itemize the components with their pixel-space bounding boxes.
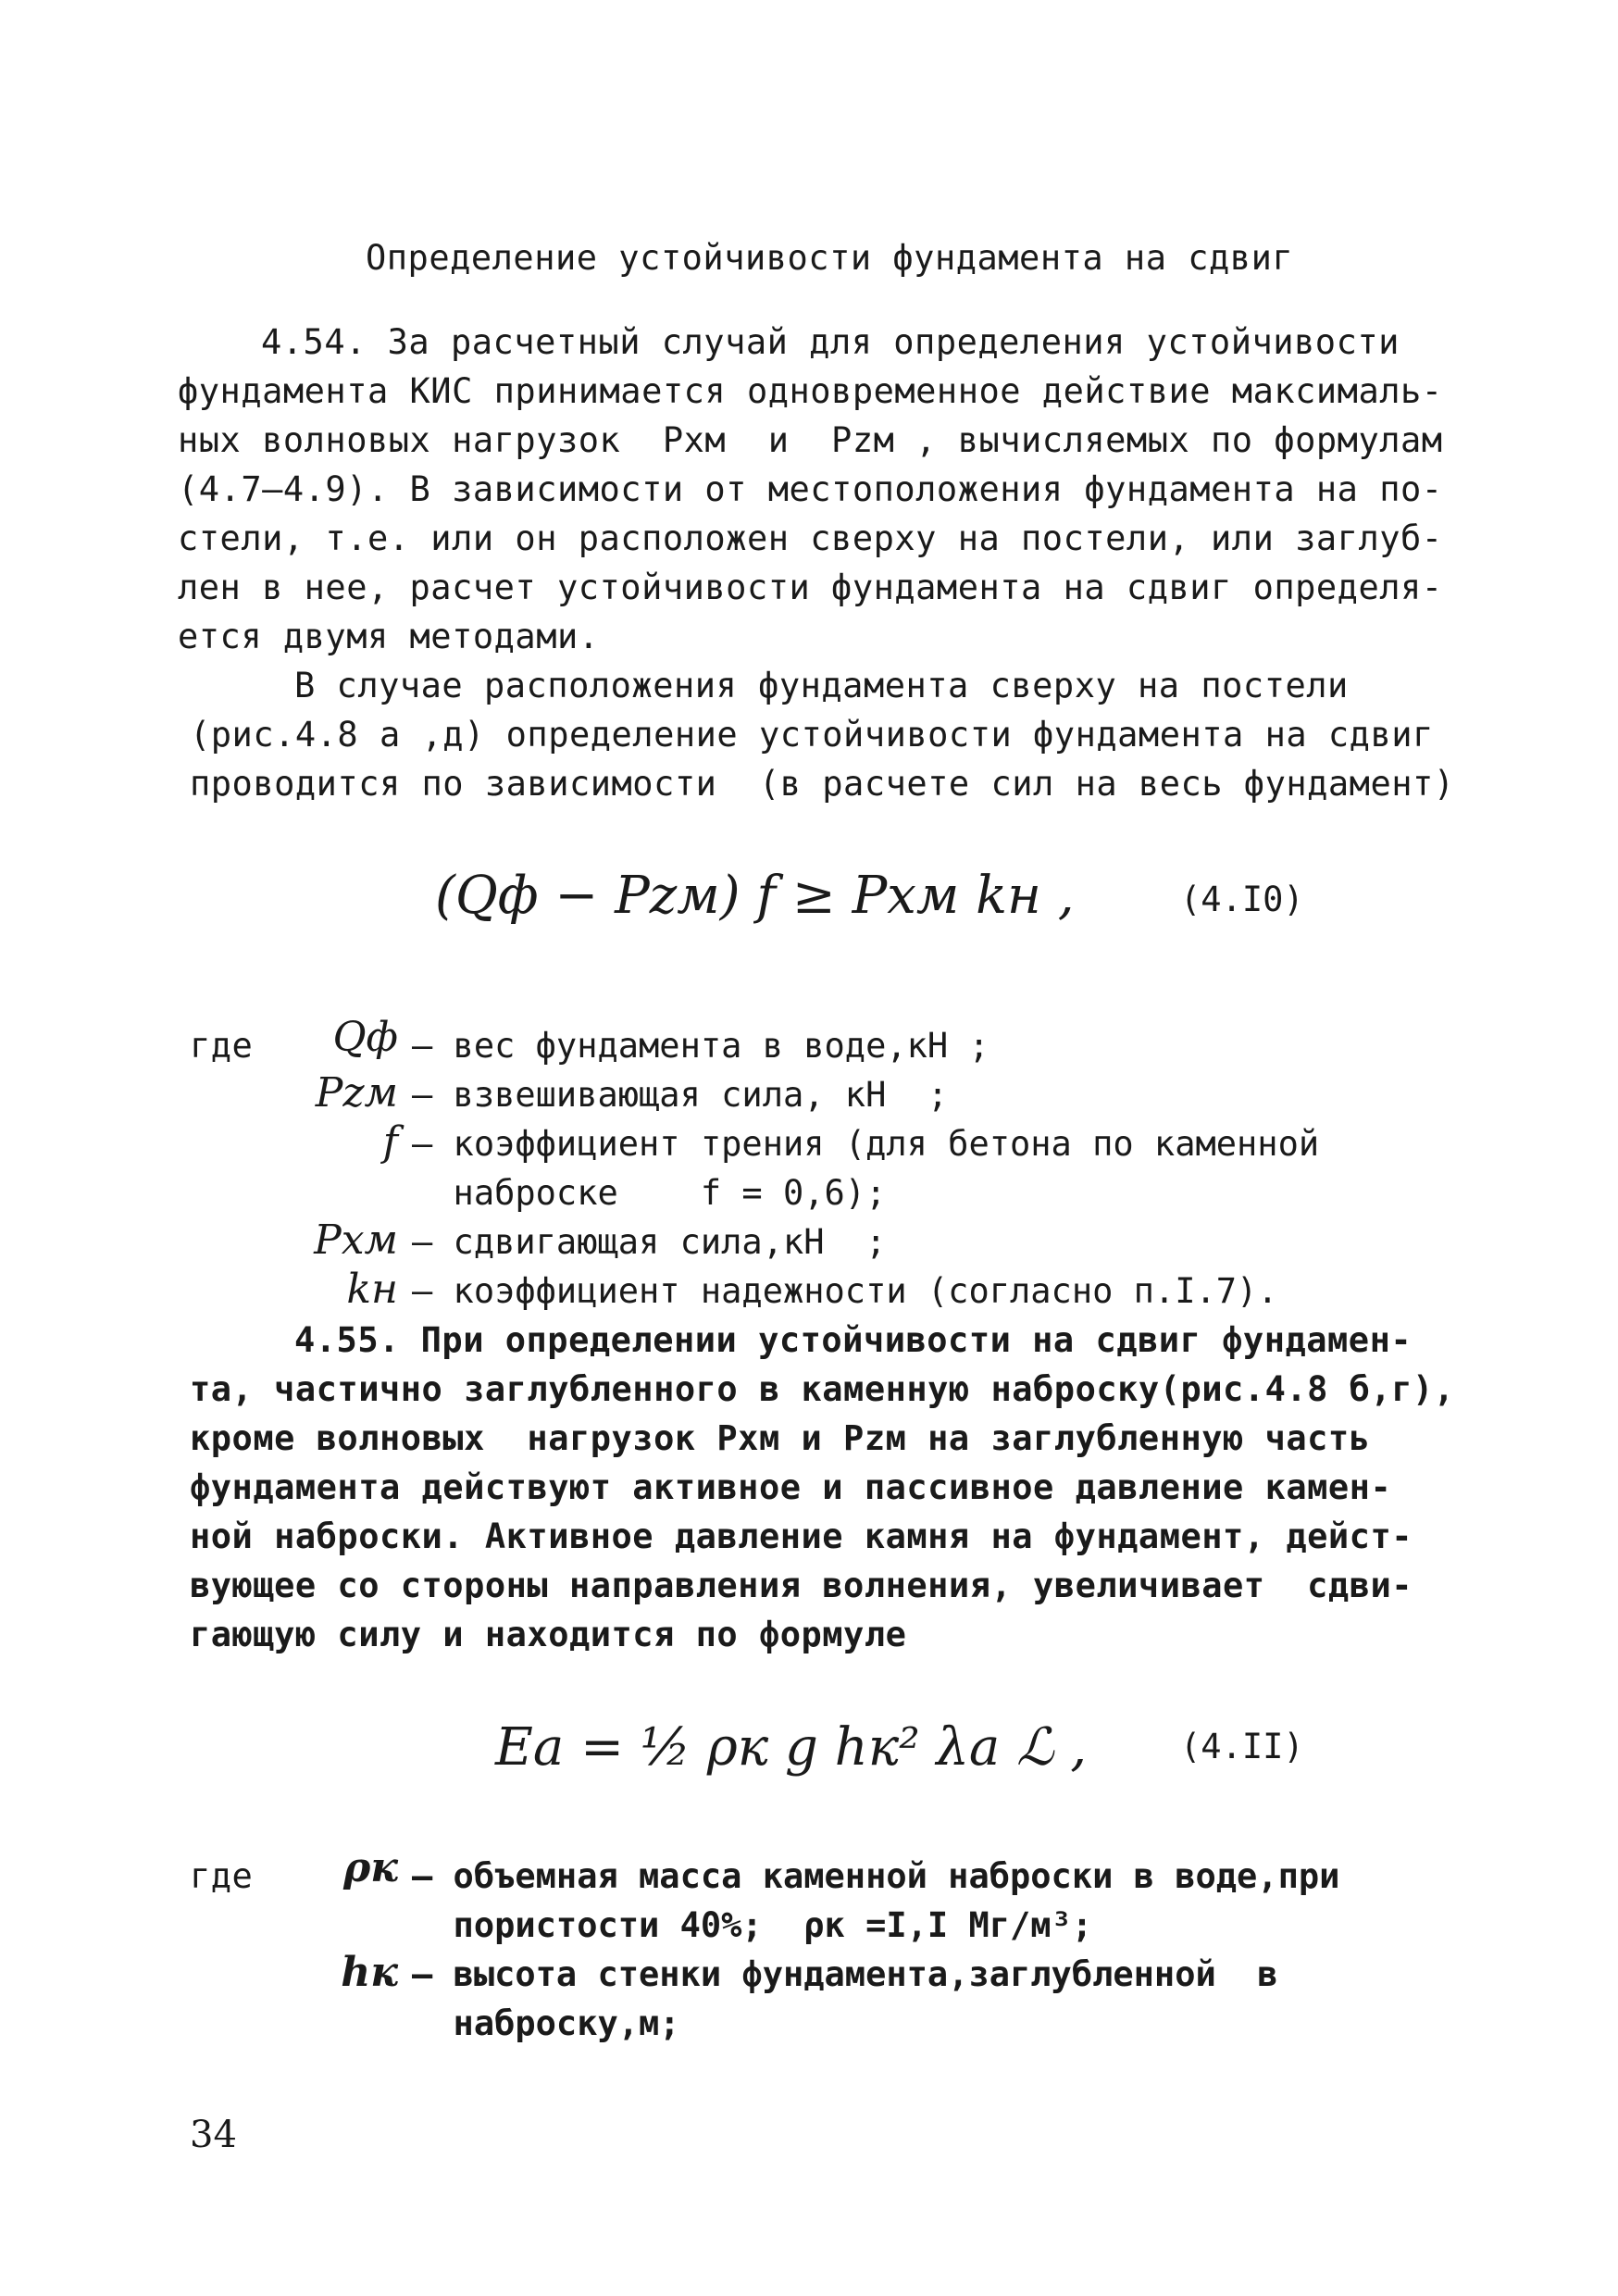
paragraph-line: ных волновых нагрузок Pxм и Pzм , вычисляемых по формулам — [178, 420, 1443, 460]
where-label: где — [190, 1026, 254, 1066]
definition-text: – коэффициент трения (для бетона по каменной — [412, 1124, 1320, 1164]
symbol: ρк — [342, 1844, 398, 1891]
paragraph-line: гающую силу и находится по формуле — [190, 1615, 907, 1654]
equation-number: (4.I0) — [1180, 880, 1304, 919]
symbol: Qф — [332, 1014, 398, 1061]
definition-text: – взвешивающая сила, кН ; — [412, 1075, 949, 1115]
page-number: 34 — [190, 2114, 237, 2156]
definition-text: – сдвигающая сила,кН ; — [412, 1222, 887, 1262]
equation-4-11: Eа = ½ ρк g hк² λа ℒ , — [495, 1717, 1088, 1778]
definition-text: – высота стенки фундамента,заглубленной в — [412, 1954, 1278, 1994]
paragraph-line: ной наброски. Активное давление камня на фундамент, дейст- — [190, 1516, 1413, 1556]
section-heading: Определение устойчивости фундамента на сдвиг — [366, 238, 1294, 278]
paragraph-line: 4.55. При определении устойчивости на сдвиг фундамен- — [294, 1320, 1413, 1360]
symbol: kн — [346, 1266, 398, 1313]
paragraph-line: (4.7–4.9). В зависимости от местоположения фундамента на по- — [178, 469, 1443, 509]
paragraph-line: ется двумя методами. — [178, 617, 600, 656]
equation-number: (4.II) — [1180, 1727, 1304, 1766]
paragraph-line: лен в нее, расчет устойчивости фундамента на сдвиг определя- — [178, 568, 1443, 607]
symbol: Pzм — [315, 1069, 398, 1117]
definition-text: – объемная масса каменной наброски в воде,при — [412, 1856, 1340, 1896]
paragraph-line: кроме волновых нагрузок Pxм и Pzм на заглубленную часть — [190, 1418, 1371, 1458]
paragraph-line: вующее со стороны направления волнения, увеличивает сдви- — [190, 1566, 1413, 1605]
paragraph-line: та, частично заглубленного в каменную наброску(рис.4.8 б,г), — [190, 1369, 1455, 1409]
paragraph-line: фундамента действуют активное и пассивное давление камен- — [190, 1467, 1392, 1507]
paragraph-line: стели, т.е. или он расположен сверху на постели, или заглуб- — [178, 518, 1443, 558]
paragraph-line: (рис.4.8 а ,д) определение устойчивости фундамента на сдвиг — [190, 715, 1434, 755]
definition-text: – вес фундамента в воде,кН ; — [412, 1026, 989, 1066]
symbol: f — [382, 1118, 398, 1166]
paragraph-line: 4.54. За расчетный случай для определения устойчивости — [261, 322, 1400, 362]
symbol: Pxм — [314, 1217, 398, 1264]
paragraph-line: проводится по зависимости (в расчете сил на весь фундамент) — [190, 764, 1455, 804]
where-label: где — [190, 1856, 254, 1896]
definition-text: наброске f = 0,6); — [412, 1173, 887, 1213]
definition-text: пористости 40%; ρк =I,I Мг/м³; — [412, 1905, 1093, 1945]
paragraph-line: В случае расположения фундамента сверху на постели — [294, 666, 1349, 705]
symbol: hк — [341, 1949, 398, 1996]
definition-text: наброску,м; — [412, 2003, 680, 2043]
equation-4-10: (Qф − Pzм) f ≥ Pxм kн , — [435, 866, 1075, 926]
paragraph-line: фундамента КИС принимается одновременное действие максималь- — [178, 371, 1443, 411]
definition-text: – коэффициент надежности (согласно п.I.7). — [412, 1271, 1278, 1311]
